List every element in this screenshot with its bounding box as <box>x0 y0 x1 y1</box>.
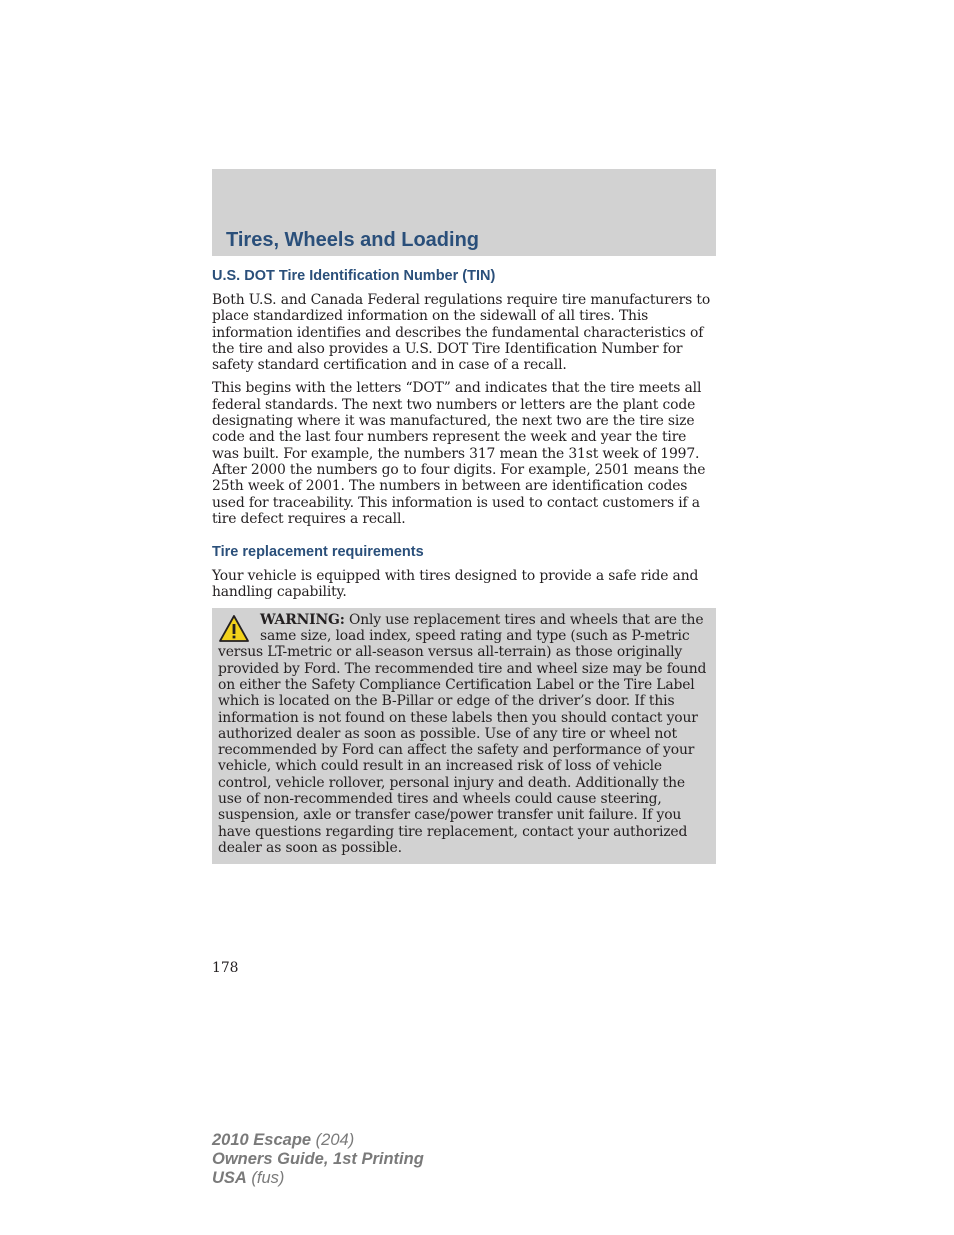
chapter-header-band <box>212 169 716 256</box>
footer-line-market <box>212 1169 424 1188</box>
page-number: 178 <box>212 960 239 976</box>
footer-market-code: (fus) <box>246 1169 285 1187</box>
chapter-title: Tires, Wheels and Loading <box>226 229 480 251</box>
footer-model-code: (204) <box>311 1131 355 1149</box>
footer-line-model <box>212 1131 424 1150</box>
footer-market: USA <box>212 1169 247 1187</box>
warning-label: WARNING: <box>260 611 345 628</box>
warning-triangle-icon <box>218 614 250 644</box>
warning-box <box>212 608 716 864</box>
paragraph: Both U.S. and Canada Federal regulations require tire manufacturers to place standardized information on the sidewall of all tires. This information identifies and describes the fundamental characteristics of the tire and also provides a U.S. DOT Tire Identification Number for safety standard certification and in case of a recall. <box>212 292 711 374</box>
section-heading-tire-replacement: Tire replacement requirements <box>212 544 424 561</box>
warning-text: Only use replacement tires and wheels that are the same size, load index, speed rating and type (such as P-metric versus LT-metric or all-season versus all-terrain) as those originally provided by Ford. The recommended tire and wheel size may be found on either the Safety Compliance Certification Label or the Tire Label which is located on the B-Pillar or edge of the driver’s door. If this information is not found on these labels then you should contact your authorized dealer as soon as possible. Use of any tire or wheel not recommended by Ford can affect the safety and performance of your vehicle, which could result in an increased risk of loss of vehicle control, vehicle rollover, personal injury and death. Additionally the use of non-recommended tires and wheels could cause steering, suspension, axle or transfer case/power transfer unit failure. If you have questions regarding tire replacement, contact your authorized dealer as soon as possible. <box>218 611 707 856</box>
paragraph: Your vehicle is equipped with tires designed to provide a safe ride and handling capability. <box>212 568 699 601</box>
page-content <box>212 266 716 864</box>
footer <box>212 1131 424 1188</box>
paragraph: This begins with the letters “DOT” and indicates that the tire meets all federal standards. The next two numbers or letters are the plant code designating where it was manufactured, the next two are the tire size code and the last four numbers represent the week and year the tire was built. For example, the numbers 317 mean the 31st week of 1997. After 2000 the numbers go to four digits. For example, 2501 means the 25th week of 2001. The numbers in between are identification codes used for traceability. This information is used to contact customers if a tire defect requires a recall. <box>212 380 706 527</box>
footer-model: 2010 Escape <box>212 1131 312 1149</box>
footer-printing: Owners Guide, 1st Printing <box>212 1150 424 1168</box>
section-heading-tin: U.S. DOT Tire Identification Number (TIN) <box>212 268 496 284</box>
